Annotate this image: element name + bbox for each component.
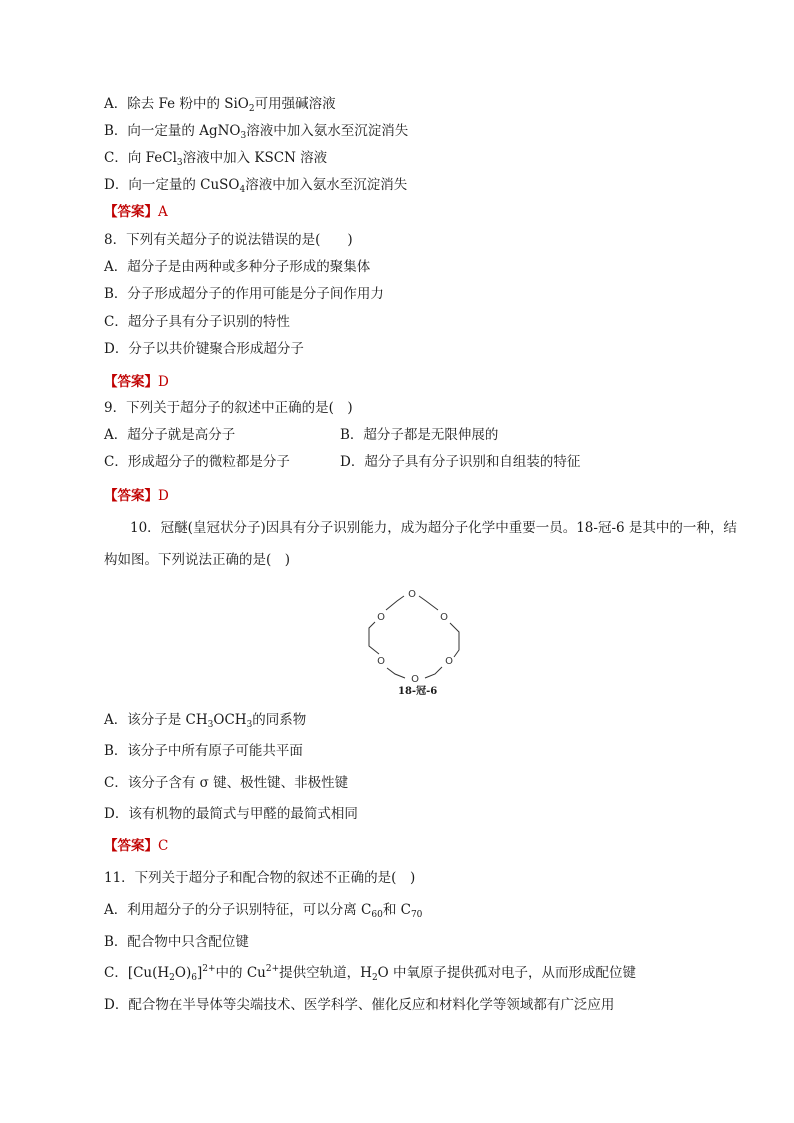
q7-answer [104, 202, 168, 222]
q11-option-b: B．配合物中只含配位键 [104, 934, 249, 950]
q9-option-d: D．超分子具有分子识别和自组装的特征 [340, 454, 581, 470]
answer-value: D [158, 374, 169, 390]
q11-stem: 11．下列关于超分子和配合物的叙述不正确的是( ) [104, 870, 416, 886]
q7-option-c: C．向 FeCl$_3$溶液中加入 KSCN 溶液 [104, 150, 328, 168]
oxygen-atom-3: O [445, 656, 453, 667]
crown-ether-structure [355, 578, 475, 698]
q10-option-a: A．该分子是 $CH_3OCH_3$的同系物 [104, 712, 307, 730]
q11-option-d: D．配合物在半导体等尖端技术、医学科学、催化反应和材料化学等领域都有广泛应用 [104, 997, 615, 1013]
answer-label: 【答案】 [104, 838, 158, 854]
q9-option-a: A．超分子就是高分子 [104, 427, 236, 443]
answer-label: 【答案】 [104, 488, 158, 504]
q9-option-c: C．形成超分子的微粒都是分子 [104, 454, 290, 470]
q8-option-c: C．超分子具有分子识别的特性 [104, 314, 290, 330]
q10-stem-line1: 10．冠醚(皇冠状分子)因具有分子识别能力，成为超分子化学中重要一员。18-冠-6 是其中的一种，结 [130, 520, 737, 536]
q9-answer [104, 486, 169, 506]
figure-caption: 18-冠-6 [398, 686, 438, 697]
q7-option-a: A．除去 Fe 粉中的 SiO$_2$可用强碱溶液 [104, 96, 336, 114]
answer-label: 【答案】 [104, 374, 158, 390]
q11-option-c: C．$[Cu(H_2O)_6]^{2+}$中的 $Cu^{2+}$提供空轨道，$H_2O$ 中氧原子提供孤对电子，从而形成配位键 [104, 964, 637, 983]
oxygen-atom-6: O [377, 612, 385, 623]
q10-option-c: C．该分子含有 σ 键、极性键、非极性键 [104, 775, 349, 791]
answer-value: D [158, 488, 169, 504]
q10-option-d: D．该有机物的最简式与甲醛的最简式相同 [104, 806, 358, 822]
oxygen-atom-5: O [377, 656, 385, 667]
q9-stem: 9．下列关于超分子的叙述中正确的是( ) [104, 400, 353, 416]
q10-option-b: B．该分子中所有原子可能共平面 [104, 743, 303, 759]
q11-option-a: A．利用超分子的分子识别特征，可以分离 $C_{60}$和 $C_{70}$ [104, 902, 423, 920]
q8-option-b: B．分子形成超分子的作用可能是分子间作用力 [104, 286, 384, 302]
q7-option-d: D．向一定量的 CuSO$_4$溶液中加入氨水至沉淀消失 [104, 177, 408, 195]
q8-option-d: D．分子以共价键聚合形成超分子 [104, 341, 304, 357]
q8-option-a: A．超分子是由两种或多种分子形成的聚集体 [104, 259, 371, 275]
q7-option-b: B．向一定量的 AgNO$_3$溶液中加入氨水至沉淀消失 [104, 123, 409, 141]
answer-value: C [158, 838, 169, 854]
q9-option-b: B．超分子都是无限伸展的 [340, 427, 499, 443]
oxygen-atom-2: O [440, 612, 448, 623]
oxygen-atom-1: O [408, 589, 416, 600]
answer-label: 【答案】 [104, 204, 158, 220]
q8-answer [104, 372, 169, 392]
q10-answer [104, 836, 168, 856]
oxygen-atom-4: O [411, 674, 419, 685]
q8-stem: 8．下列有关超分子的说法错误的是( ) [104, 232, 353, 248]
answer-value: A [158, 204, 168, 220]
q10-stem-line2: 构如图。下列说法正确的是( ) [104, 552, 291, 568]
